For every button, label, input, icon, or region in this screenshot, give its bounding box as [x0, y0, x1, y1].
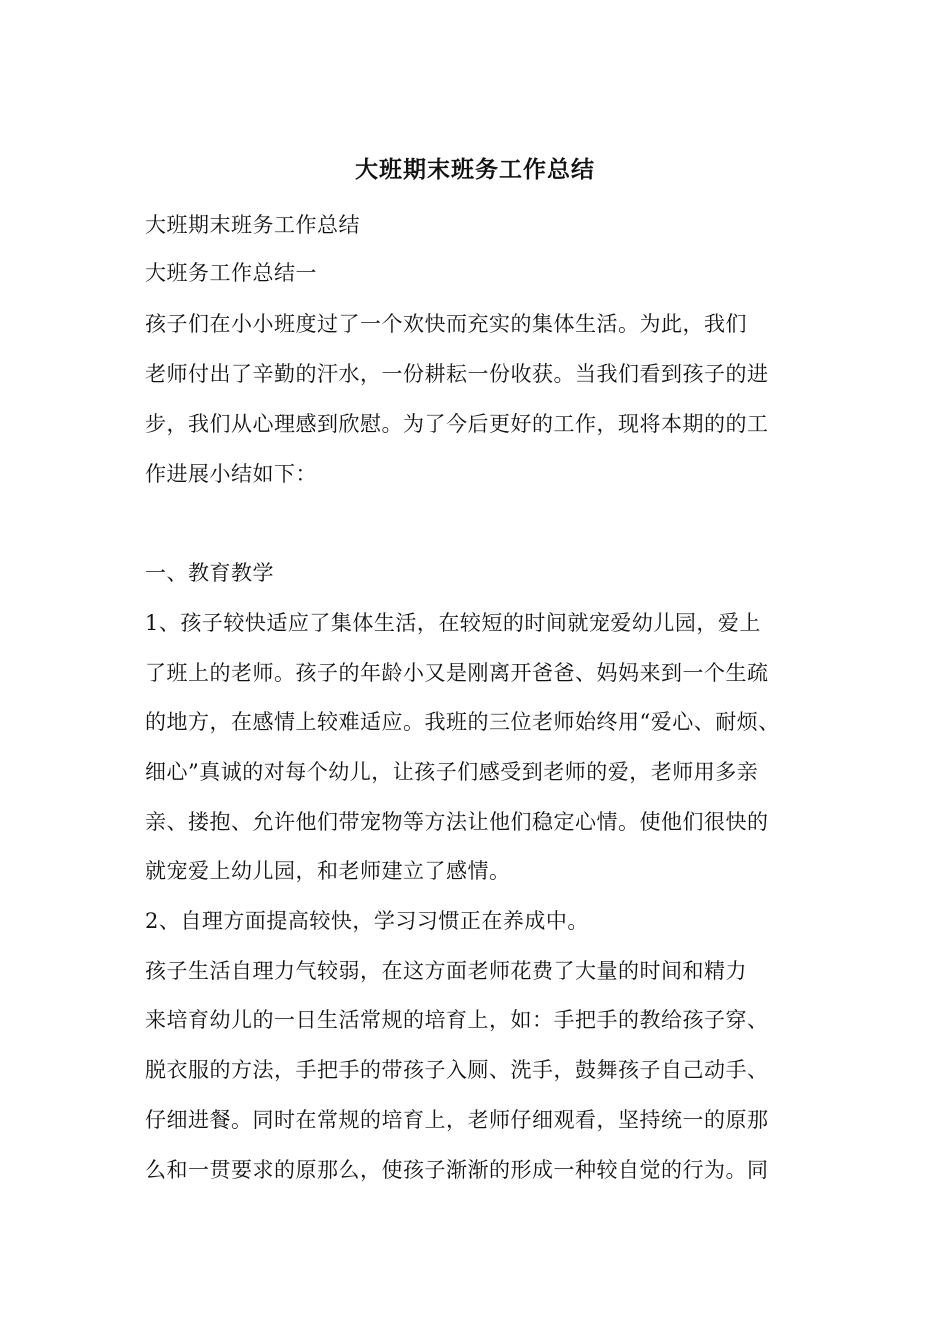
paragraph-line: 步，我们从心理感到欣慰。为了今后更好的工作，现将本期的的工	[145, 412, 769, 436]
paragraph-line: 亲、搂抱、允许他们带宠物等方法让他们稳定心情。使他们很快的	[145, 810, 769, 834]
subsection-heading-self-care: 2、自理方面提高较快，学习习惯正在养成中。	[145, 909, 589, 933]
paragraph-line: 了班上的老师。孩子的年龄小又是刚离开爸爸、妈妈来到一个生疏	[145, 661, 769, 685]
paragraph-line: 来培育幼儿的一日生活常规的培育上，如：手把手的教给孩子穿、	[145, 1008, 769, 1032]
section-heading-summary-one: 大班务工作总结一	[145, 261, 317, 285]
paragraph-line: 1、孩子较快适应了集体生活，在较短的时间就宠爱幼儿园，爱上	[145, 611, 761, 635]
paragraph-line: 脱衣服的方法，手把手的带孩子入厕、洗手，鼓舞孩子自己动手、	[145, 1058, 769, 1082]
paragraph-line: 孩子生活自理力气较弱，在这方面老师花费了大量的时间和精力	[145, 959, 747, 983]
paragraph-line: 细心”真诚的对每个幼儿，让孩子们感受到老师的爱，老师用多亲	[145, 760, 759, 784]
paragraph-line: 的地方，在感情上较难适应。我班的三位老师始终用“爱心、耐烦、	[145, 710, 780, 734]
paragraph-line: 老师付出了辛勤的汗水，一份耕耘一份收获。当我们看到孩子的进	[145, 362, 769, 386]
paragraph-line: 仔细进餐。同时在常规的培育上，老师仔细观看，坚持统一的原那	[145, 1108, 769, 1132]
subtitle-line: 大班期末班务工作总结	[145, 213, 360, 237]
paragraph-line: 就宠爱上幼儿园，和老师建立了感情。	[145, 859, 511, 883]
paragraph-line: 么和一贯要求的原那么，使孩子渐渐的形成一种较自觉的行为。同	[145, 1158, 769, 1182]
paragraph-line: 作进展小结如下：	[145, 462, 317, 486]
paragraph-line: 孩子们在小小班度过了一个欢快而充实的集体生活。为此，我们	[145, 312, 747, 336]
section-heading-education: 一、教育教学	[145, 561, 274, 585]
document-title: 大班期末班务工作总结	[355, 156, 595, 183]
